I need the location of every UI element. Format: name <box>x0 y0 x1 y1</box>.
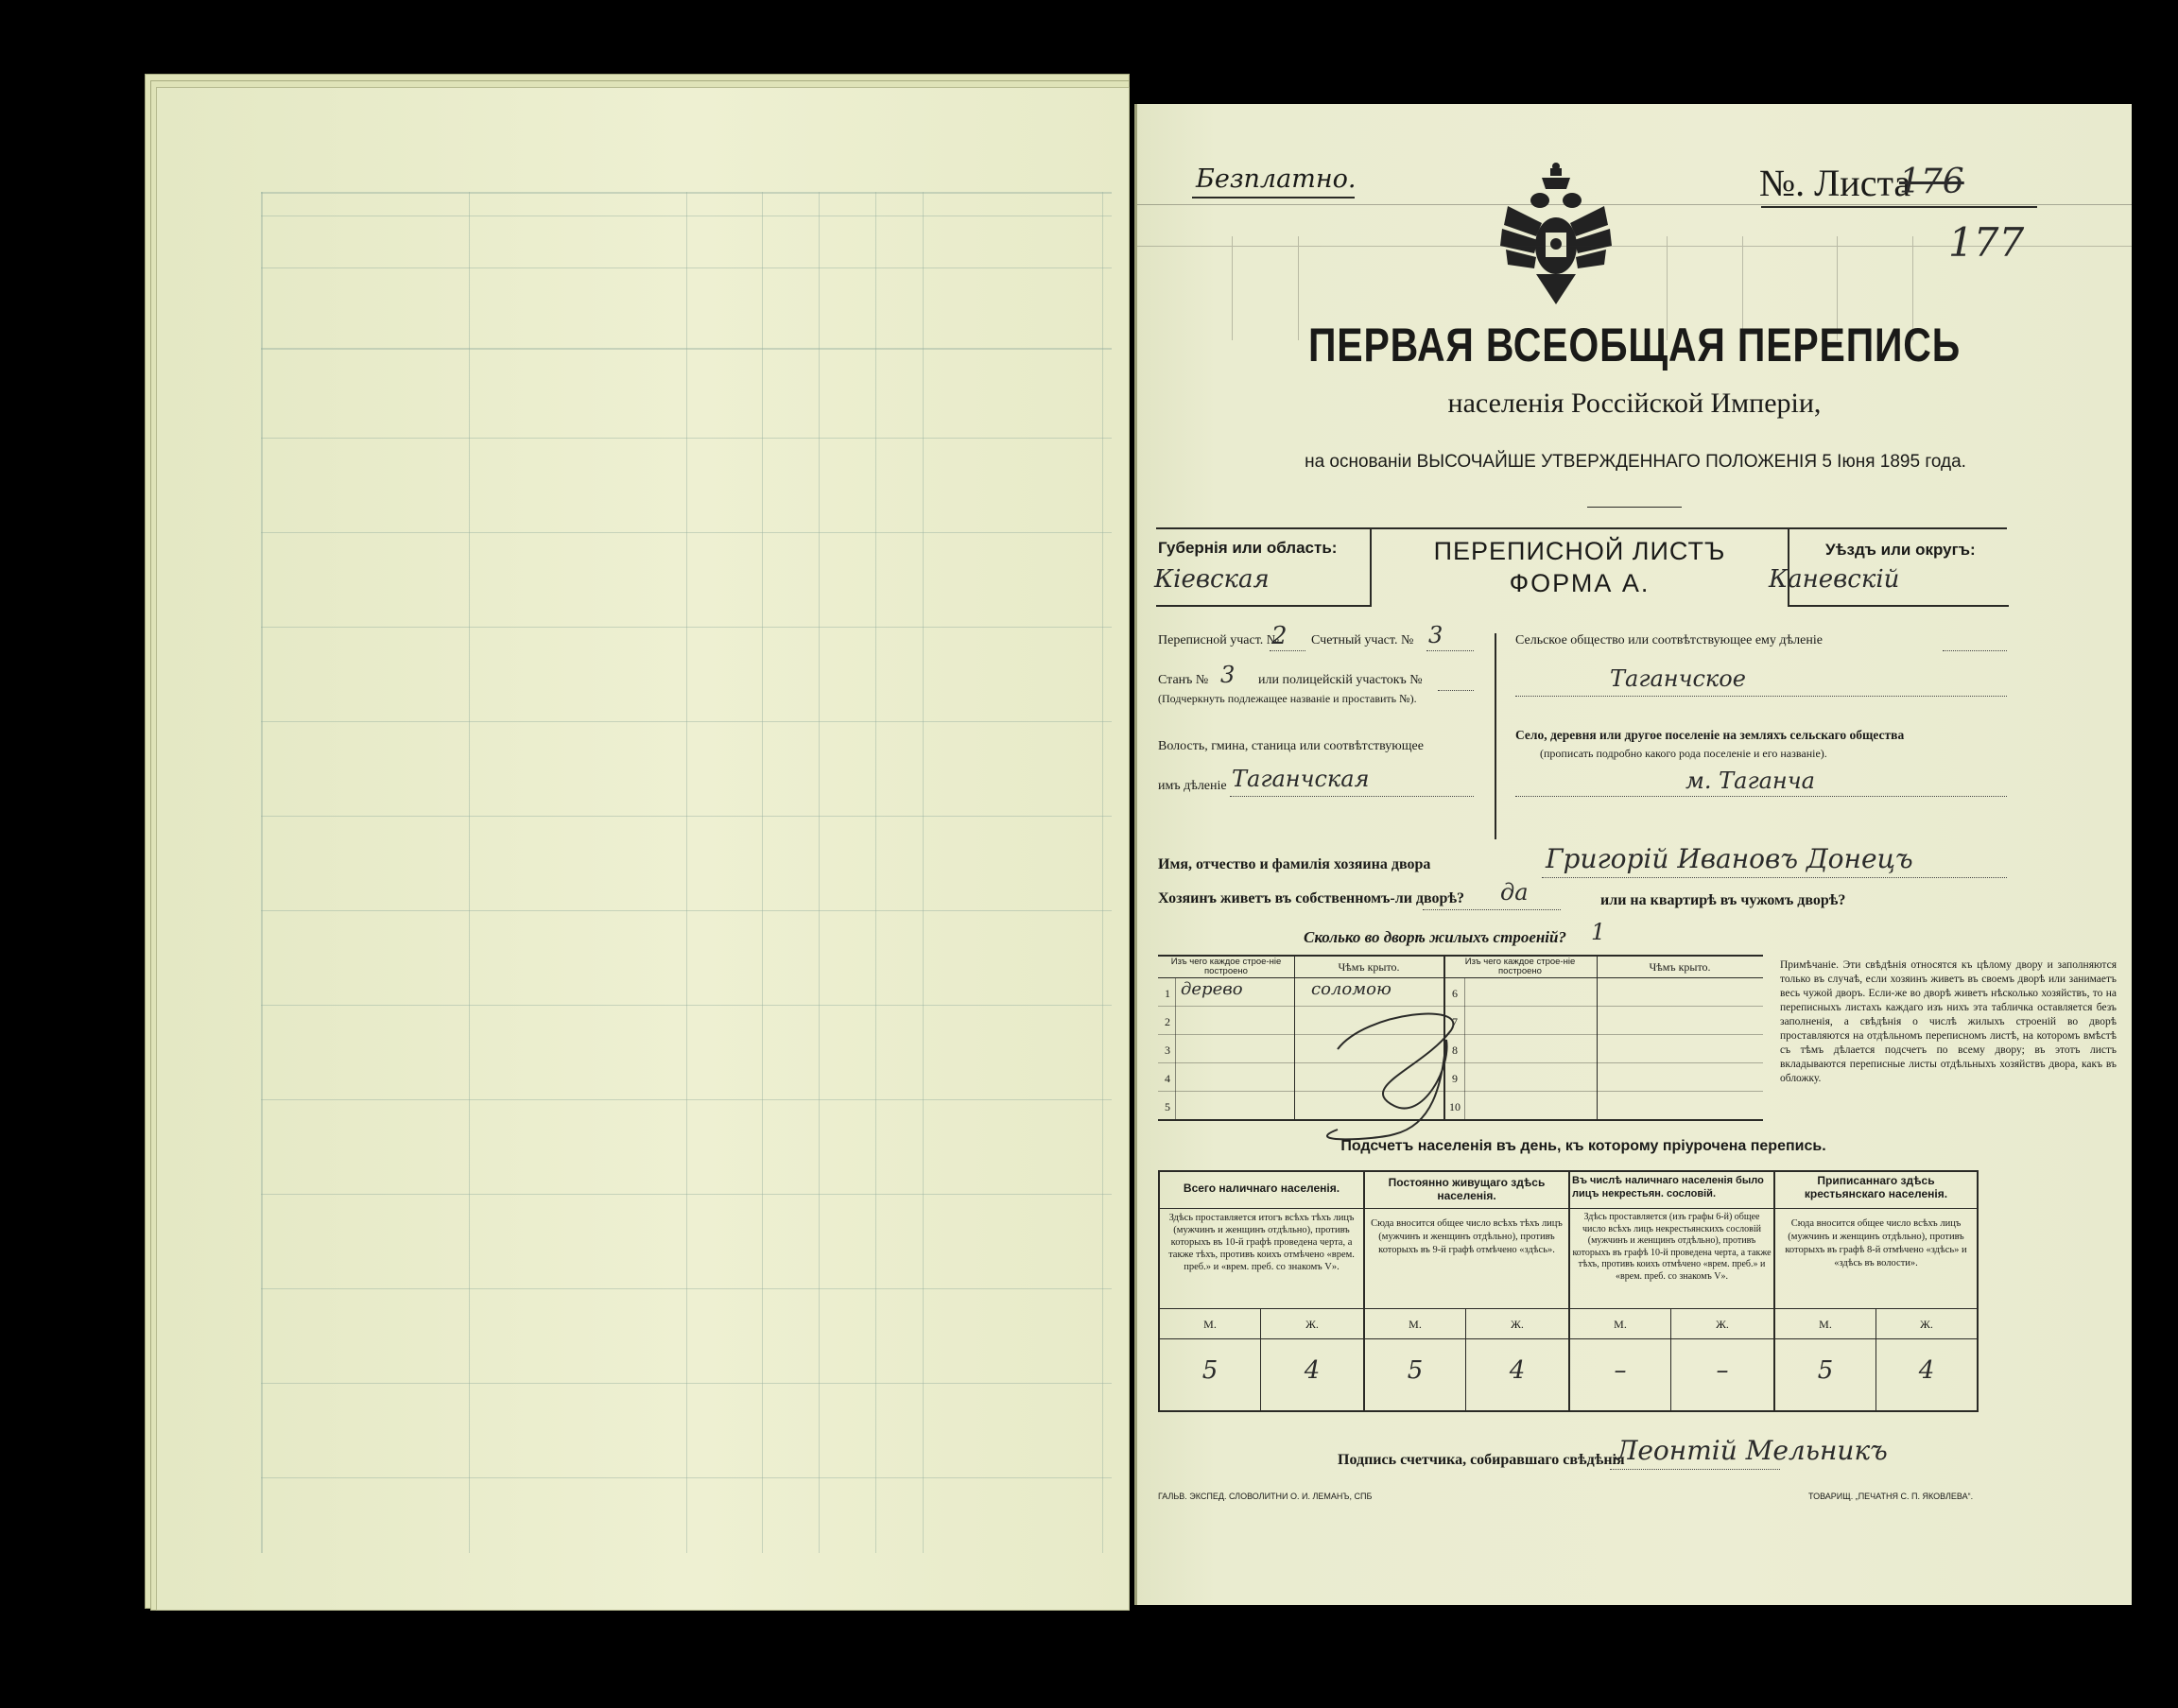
count-value: 5 <box>1817 1356 1834 1385</box>
count-value: 4 <box>1304 1356 1321 1385</box>
buildings-col-roof-2: Чѣмъ крыто. <box>1649 960 1711 974</box>
count-title: Подсчетъ населенія въ день, къ которому пріурочена перепись. <box>1340 1138 1826 1154</box>
sex-label: Ж. <box>1716 1318 1729 1331</box>
census-section-value: 2 <box>1271 622 1288 650</box>
count-header-total: Всего наличнаго населенія. <box>1183 1182 1340 1195</box>
count-header-peasant: Приписаннаго здѣсь крестьянскаго населенія. <box>1804 1174 1948 1200</box>
sex-label: М. <box>1409 1318 1422 1331</box>
row1-roof-value: соломою <box>1311 979 1392 999</box>
buildings-table <box>1158 955 1763 1121</box>
uezd-value: Каневскій <box>1769 565 1900 594</box>
rented-label: или на квартирѣ въ чужомъ дворѣ? <box>1600 892 1846 908</box>
own-yard-label: Хозяинъ живетъ въ собственномъ-ли дворѣ? <box>1158 890 1465 906</box>
signature-value: Леонтій Мельникъ <box>1616 1435 1888 1466</box>
count-value: 5 <box>1201 1356 1219 1385</box>
stan-value: 3 <box>1220 662 1236 688</box>
count-value: 5 <box>1407 1356 1424 1385</box>
count-header-permanent: Постоянно живущаго здѣсь населенія. <box>1388 1176 1546 1202</box>
count-section-label: Счетный участ. № <box>1311 633 1414 647</box>
village-value: м. Таганча <box>1685 768 1815 794</box>
buildings-label: Сколько во дворѣ жилыхъ строеній? <box>1304 928 1566 946</box>
count-desc-peasant: Сюда вносится общее число всѣхъ лицъ (мужчинъ и женщинъ отдѣльно), противъ которыхъ въ графѣ 8-й отмѣчено «здѣсь» и «здѣсь въ волости». <box>1785 1218 1967 1268</box>
row1-material-value: дерево <box>1181 979 1243 999</box>
count-desc-non-peasant: Здѣсь проставляется (изъ графы 6-й) общее число всѣхъ лицъ некрестьянскихъ сословій (мужчинъ и женщинъ отдѣльно), противъ которыхъ въ графѣ 10-й проведена черта, а также тѣхъ, противъ коихъ отмѣчено «врем. преб.» и «врем. преб. со знакомъ V». <box>1572 1212 1772 1282</box>
row-number: 4 <box>1165 1072 1170 1085</box>
signature-label: Подпись счетчика, собиравшаго свѣдѣнія <box>1338 1452 1625 1468</box>
society-label: Сельское общество или соотвѣтствующее ему дѣленіе <box>1515 633 1823 647</box>
sex-label: М. <box>1614 1318 1627 1331</box>
row-number: 7 <box>1452 1015 1458 1028</box>
sheet-number-label: №. Листа <box>1759 162 1911 204</box>
buildings-col-material: Изъ чего каждое строе-ніе построено <box>1170 957 1282 976</box>
row-number: 8 <box>1452 1044 1458 1057</box>
sex-label: Ж. <box>1305 1318 1319 1331</box>
stan-label: Станъ № <box>1158 673 1209 687</box>
gubernia-label: Губернія или область: <box>1158 539 1338 557</box>
cancel-flourish <box>1281 992 1536 1144</box>
row-number: 1 <box>1165 987 1170 1000</box>
count-header-non-peasant: Въ числѣ наличнаго населенія было лицъ некрестьян. сословій. <box>1572 1175 1764 1199</box>
census-subtitle: населенія Россійской Имперіи, <box>1447 388 1822 419</box>
row-number: 5 <box>1165 1100 1170 1113</box>
buildings-col-material-2: Изъ чего каждое строе-ніе построено <box>1464 957 1576 976</box>
buildings-value: 1 <box>1591 919 1606 945</box>
printer-left: ГАЛЬВ. ЭКСПЕД. СЛОВОЛИТНИ О. И. ЛЕМАНЪ, СПБ <box>1158 1492 1373 1501</box>
count-desc-permanent: Сюда вносится общее число всѣхъ тѣхъ лицъ (мужчинъ и женщинъ отдѣльно), противъ которыхъ въ 9-й графѣ отмѣчено «здѣсь». <box>1371 1218 1563 1255</box>
volost-label-2: имъ дѣленіе <box>1158 779 1227 793</box>
census-form-page <box>1134 104 2132 1605</box>
count-value: – <box>1716 1356 1729 1385</box>
sheet-number-new: 177 <box>1948 219 2025 266</box>
gubernia-value: Кіевская <box>1154 565 1270 594</box>
own-yard-value: да <box>1500 879 1529 906</box>
sex-label: Ж. <box>1511 1318 1524 1331</box>
census-basis: на основаніи ВЫСОЧАЙШЕ УТВЕРЖДЕННАГО ПОЛОЖЕНІЯ 5 Іюня 1895 года. <box>1305 452 1966 472</box>
buildings-note: Примѣчаніе. Эти свѣдѣнія относятся къ цѣлому двору и заполняются только въ случаѣ, если хозяинъ живетъ въ своемъ дворѣ или занимаетъ весь чужой дворъ. Если-же во дворѣ живетъ нѣсколько хозяйствъ, то на переписныхъ листахъ каждаго изъ нихъ эта табличка оставляется безъ заполненія, а свѣдѣнія о числѣ жилыхъ строеній во дворѣ проставляются на отдѣльномъ переписномъ листѣ, на которомъ вмѣстѣ съ тѣмъ дѣлается подсчетъ по всему двору; въ этотъ листъ вкладываются переписные листы отдѣльныхъ хозяйствъ двора, какъ въ обложку. <box>1780 959 2117 1084</box>
gratis-label: Безплатно. <box>1196 164 1357 194</box>
row-number: 9 <box>1452 1072 1458 1085</box>
owner-label: Имя, отчество и фамилія хозяина двора <box>1158 856 1431 872</box>
buildings-col-roof: Чѣмъ крыто. <box>1338 960 1400 974</box>
count-value: 4 <box>1918 1356 1935 1385</box>
census-title: ПЕРВАЯ ВСЕОБЩАЯ ПЕРЕПИСЬ <box>1307 319 1962 371</box>
uezd-label: Уѣздъ или округъ: <box>1825 541 1976 559</box>
census-section-label: Переписной участ. № <box>1158 633 1280 647</box>
sex-label: М. <box>1203 1318 1217 1331</box>
left-page <box>156 87 1130 1611</box>
village-note: (прописать подробно какого рода поселеніе и его названіе). <box>1540 747 1827 760</box>
count-section-value: 3 <box>1428 622 1443 648</box>
count-value: – <box>1614 1356 1627 1385</box>
society-value: Таганчское <box>1610 665 1746 692</box>
volost-label-1: Волость, гмина, станица или соотвѣтствующее <box>1158 739 1424 753</box>
stan-note: (Подчеркнуть подлежащее названіе и проставить №). <box>1158 692 1417 705</box>
form-subtitle: ФОРМА А. <box>1509 569 1651 597</box>
sex-label: Ж. <box>1920 1318 1933 1331</box>
population-count-table <box>1158 1170 1979 1412</box>
count-value: 4 <box>1509 1356 1526 1385</box>
sheet-number-old: 176 <box>1899 163 1964 201</box>
row-number: 3 <box>1165 1044 1170 1057</box>
police-label: или полицейскій участокъ № <box>1258 673 1423 687</box>
sex-label: М. <box>1819 1318 1832 1331</box>
row-number: 2 <box>1165 1015 1170 1028</box>
owner-value: Григорій Ивановъ Донецъ <box>1546 843 1913 874</box>
village-label: Село, деревня или другое поселеніе на земляхъ сельскаго общества <box>1515 728 1905 742</box>
form-title: ПЕРЕПИСНОЙ ЛИСТЪ <box>1433 537 1726 565</box>
printer-right: ТОВАРИЩ. „ПЕЧАТНЯ С. П. ЯКОВЛЕВА“. <box>1808 1492 1974 1501</box>
row-number: 10 <box>1449 1100 1461 1113</box>
volost-value: Таганчская <box>1232 766 1370 792</box>
row-number: 6 <box>1452 987 1458 1000</box>
count-desc-total: Здѣсь проставляется итогъ всѣхъ тѣхъ лицъ (мужчинъ и женщинъ отдѣльно), противъ которыхъ въ 10-й графѣ проведена черта, а также тѣхъ, противъ коихъ отмѣчено «врем. преб.» и «врем. преб. со знакомъ V». <box>1168 1213 1355 1272</box>
